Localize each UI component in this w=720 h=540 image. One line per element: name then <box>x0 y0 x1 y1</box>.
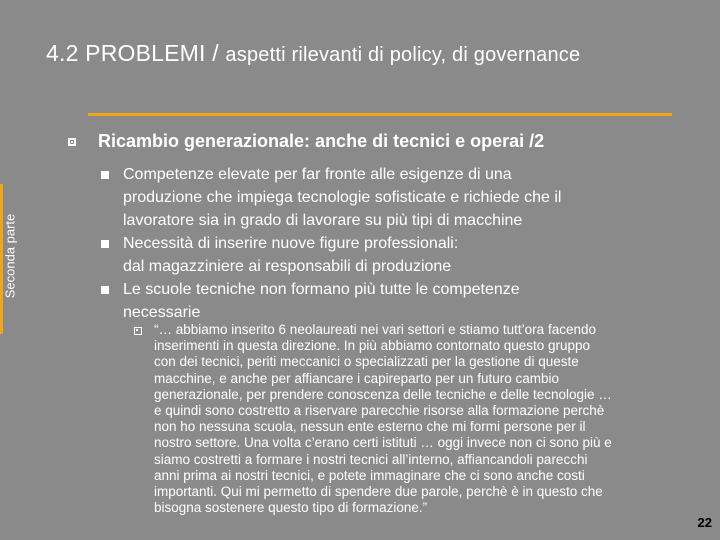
interview-quote <box>154 322 612 516</box>
list-line: Le scuole tecniche non formano più tutte le competenze <box>123 281 520 298</box>
quote-line: inserimenti in questa direzione. In più abbiamo contornato questo gruppo <box>154 338 591 354</box>
square-bullet-icon <box>101 240 109 248</box>
page-number: 22 <box>697 515 712 530</box>
title-subtitle: aspetti rilevanti di policy, di governance <box>225 44 581 66</box>
quote-line: bisogna sostenere questo tipo di formazione.” <box>154 500 428 516</box>
quote-line: generazionale, per prendere conoscenza delle tecniche e delle tecnologie … <box>154 386 612 402</box>
list-line: produzione che impiega tecnologie sofisticate e richiede che il <box>123 189 562 206</box>
square-bullet-icon <box>101 286 109 294</box>
quote-line: “… abbiamo inserito 6 neolaureati nei vari settori e stiamo tutt’ora facendo <box>154 322 596 337</box>
quote-line: nostro settore. Una volta c’erano certi istituti … oggi invece non ci sono più e <box>154 435 612 451</box>
list-line: Competenze elevate per far fronte alle esigenze di una <box>123 166 512 183</box>
list-item-text <box>123 232 458 278</box>
quote-line: siamo costretti a formare i nostri tecnici all’interno, affiancandoli parecchi <box>154 451 588 467</box>
title-underline <box>88 113 672 116</box>
list-line: Necessità di inserire nuove figure professionali: <box>123 235 459 252</box>
title-main: 4.2 PROBLEMI <box>46 40 206 66</box>
quote-line: con dei tecnici, periti meccanici o specializzati per la gestione di queste <box>154 354 579 370</box>
list-line: dal magazziniere ai responsabili di produzione <box>123 258 452 275</box>
quote-line: non ho nessuna scuola, nessun ente esterno che mi formi persone per il <box>154 419 586 435</box>
quote-line: anni prima ai nostri tecnici, e potete immaginare che ci sono anche costi <box>154 467 585 483</box>
list-line: lavoratore sia in grado di lavorare su più tipi di macchine <box>123 212 523 229</box>
quote-line: importanti. Qui mi permetto di spendere due parole, perchè è in questo che <box>154 484 603 500</box>
title-separator: / <box>205 40 226 66</box>
quote-line: macchine, e anche per affiancare i capireparto per un futuro cambio <box>154 370 559 386</box>
section-label: Seconda parte <box>2 213 18 299</box>
list-item-text <box>123 163 561 232</box>
hollow-square-bullet-icon <box>68 138 76 146</box>
quote-line: e quindi sono costretto a riservare parecchie risorse alla formazione perchè <box>154 403 605 419</box>
section-heading: Ricambio generazionale: anche di tecnici e operai /2 <box>98 131 545 151</box>
list-item-text <box>123 278 520 324</box>
slide-title <box>46 40 580 67</box>
list-line: necessarie <box>123 304 201 321</box>
square-bullet-icon <box>101 171 109 179</box>
hollow-square-bullet-icon <box>134 327 142 335</box>
